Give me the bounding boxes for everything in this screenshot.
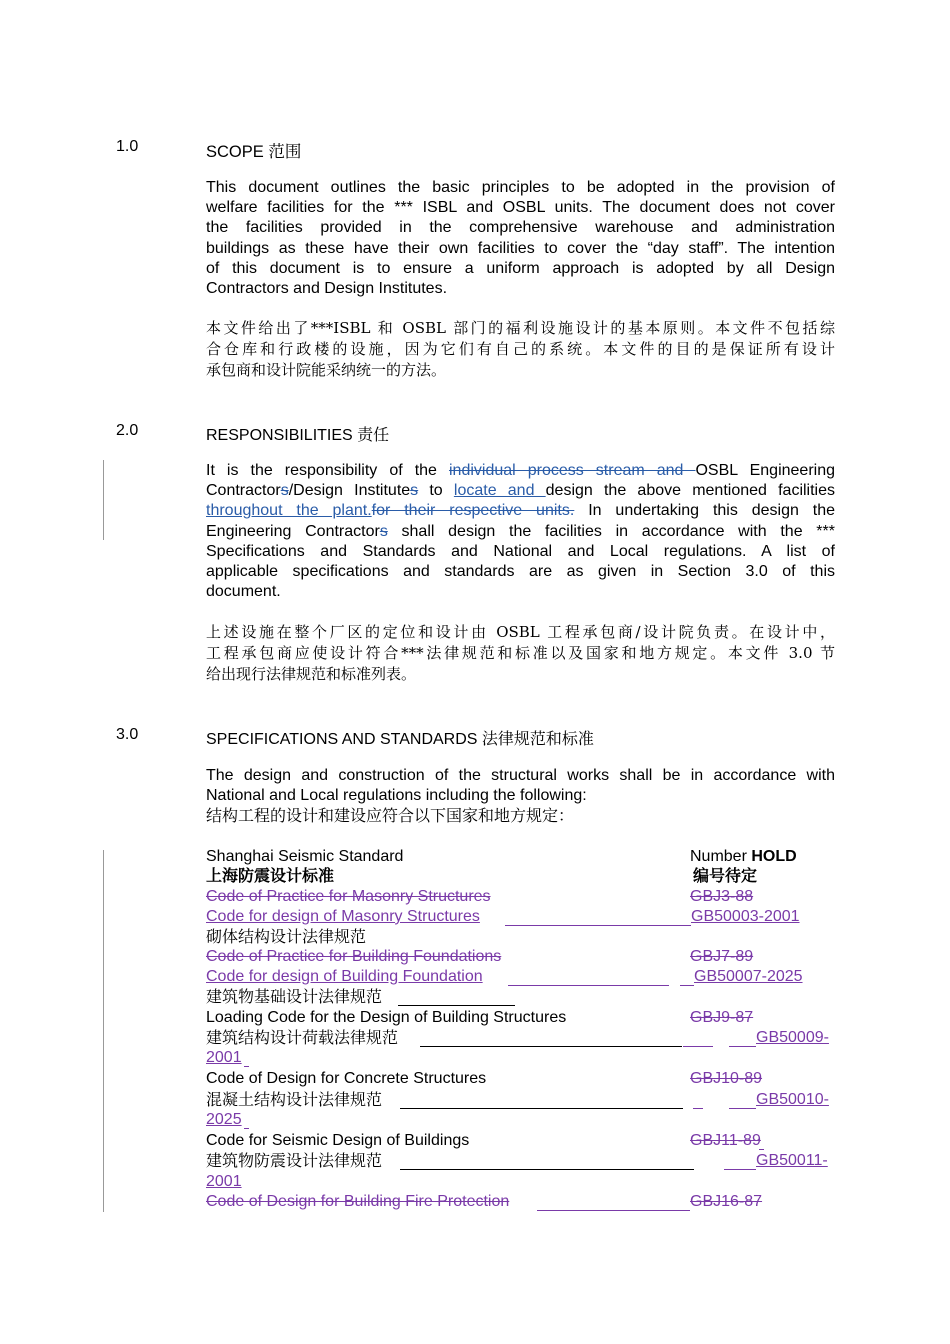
list-header-right — [690, 847, 797, 867]
text-line: buildings as these have their own facilities to cover the “day staff”. The intention — [206, 239, 835, 257]
deleted-text: individual process stream and — [448, 462, 696, 479]
list-item: Code of Design for Building Fire Protection — [206, 1193, 510, 1210]
list-item-number: GBJ16-87 — [690, 1193, 763, 1210]
text-line: This document outlines the basic principles to be adopted in the provision of — [206, 179, 835, 196]
list-item: Code of Design for Concrete Structures — [206, 1070, 487, 1087]
text-line: applicable specifications and standards are as given in Section 3.0 of this — [206, 563, 835, 581]
responsibilities-paragraph-en — [206, 461, 835, 602]
section-number: 3.0 — [116, 726, 139, 743]
list-item: Loading Code for the Design of Building Structures — [206, 1009, 567, 1026]
text-line — [206, 501, 835, 521]
text-line: welfare facilities for the *** ISBL and OSBL units. The document does not cover — [206, 199, 835, 217]
list-item-number: GBJ3-88 — [690, 888, 754, 905]
section-number: 2.0 — [116, 422, 139, 439]
scope-paragraph-en — [206, 178, 835, 299]
text-line: 给出现行法律规范和标准列表。 — [206, 665, 417, 683]
underline — [244, 1066, 249, 1067]
list-item-number: GBJ10-89 — [690, 1070, 763, 1087]
list-header-left: Shanghai Seismic Standard — [206, 848, 404, 865]
deleted-text: s — [379, 522, 388, 540]
text: /Design Institute — [288, 482, 411, 500]
list-item-number: 2001 — [206, 1173, 242, 1190]
section-title: RESPONSIBILITIES 责任 — [206, 427, 390, 444]
section-number: 1.0 — [116, 138, 139, 155]
text-line — [206, 461, 835, 481]
list-item-number: GB50010- — [756, 1091, 829, 1108]
underline — [759, 1149, 764, 1150]
list-item-number: 2025 — [206, 1111, 242, 1128]
list-item-number: GB50003-2001 — [691, 908, 800, 925]
text: Contractor — [206, 482, 281, 500]
text: In undertaking this design the — [574, 502, 836, 520]
text-line: Contractors and Design Institutes. — [206, 280, 448, 298]
underline — [537, 1210, 690, 1211]
scope-paragraph-cn — [206, 318, 835, 381]
inserted-text: locate and — [453, 482, 546, 500]
list-header-left-cn: 上海防震设计标准 — [206, 868, 335, 885]
text-line: Specifications and Standards and National and Local regulations. A list of — [206, 542, 835, 560]
underline — [420, 1046, 682, 1047]
text: shall design the facilities in accordance with the *** — [387, 522, 835, 540]
text-line: 工程承包商应使设计符合***法律规范和标准以及国家和地方规定。本文件 3.0 节 — [206, 644, 835, 662]
text: It is the responsibility of the — [206, 462, 449, 479]
deleted-text: s — [280, 482, 289, 500]
text-line: 本文件给出了***ISBL 和 OSBL 部门的福利设施设计的基本原则。本文件不包括综 — [206, 319, 835, 337]
standards-paragraph-cn: 结构工程的设计和建设应符合以下国家和地方规定： — [206, 806, 575, 825]
underline — [400, 1108, 683, 1109]
text: design the above mentioned facilities — [545, 482, 836, 500]
underline — [729, 1046, 756, 1047]
inserted-text: throughout the plant. — [206, 502, 372, 520]
list-item-cn: 建筑物基础设计法律规范 — [206, 987, 383, 1006]
text-line: 上述设施在整个厂区的定位和设计由 OSBL 工程承包商/设计院负责。在设计中， — [206, 623, 835, 641]
text-line: the facilities provided in the comprehensive warehouse and administration — [206, 219, 835, 237]
text-line: The design and construction of the structural works shall be in accordance with — [206, 767, 835, 784]
change-bar — [103, 460, 104, 540]
list-item-number: 2001 — [206, 1049, 242, 1066]
list-item: Code of Practice for Masonry Structures — [206, 888, 491, 905]
underline — [693, 1108, 703, 1109]
text: Engineering Contractor — [206, 522, 380, 540]
section-title: SCOPE 范围 — [206, 143, 302, 161]
standards-paragraph-en — [206, 766, 835, 806]
text: HOLD — [751, 848, 797, 865]
underline — [505, 925, 691, 926]
underline — [400, 1169, 694, 1170]
list-item-cn: 建筑物防震设计法律规范 — [206, 1151, 383, 1170]
list-item-number: GBJ11-89 — [690, 1132, 761, 1149]
deleted-text: for their respective units. — [371, 502, 575, 520]
list-item: Code of Practice for Building Foundations — [206, 948, 502, 965]
section-title: SPECIFICATIONS AND STANDARDS 法律规范和标准 — [206, 731, 594, 748]
deleted-text: s — [410, 482, 419, 500]
change-bar — [103, 850, 104, 1212]
underline — [724, 1169, 756, 1170]
underline — [398, 1005, 515, 1006]
text: OSBL Engineering — [695, 462, 835, 479]
list-header-right-cn: 编号待定 — [693, 868, 758, 885]
list-item-number: GB50009- — [756, 1029, 829, 1046]
text-line — [206, 481, 835, 501]
list-item-cn: 混凝土结构设计法律规范 — [206, 1090, 383, 1109]
underline — [680, 985, 694, 986]
underline — [729, 1108, 756, 1109]
list-item: Code for design of Building Foundation — [206, 968, 483, 985]
list-item: Code for Seismic Design of Buildings — [206, 1132, 470, 1149]
text-line: 合仓库和行政楼的设施，因为它们有自己的系统。本文件的目的是保证所有设计 — [206, 340, 835, 358]
list-item-number: GBJ7-89 — [690, 948, 754, 965]
underline — [508, 985, 669, 986]
text-line: 承包商和设计院能采纳统一的方法。 — [206, 361, 447, 379]
text: Number — [690, 848, 752, 865]
text-line: document. — [206, 583, 281, 601]
list-item-number: GB50007-2025 — [694, 968, 803, 985]
text-line — [206, 522, 835, 542]
text-line: of this document is to ensure a uniform approach is adopted by all Design — [206, 259, 835, 277]
text: to — [418, 482, 454, 500]
text-line: National and Local regulations including the following: — [206, 787, 587, 805]
list-item-number: GB50011- — [756, 1152, 828, 1169]
list-item: Code for design of Masonry Structures — [206, 908, 480, 925]
responsibilities-paragraph-cn — [206, 622, 835, 685]
list-item-cn: 建筑结构设计荷载法律规范 — [206, 1028, 399, 1047]
list-item-number: GBJ9-87 — [690, 1009, 754, 1026]
underline — [683, 1046, 713, 1047]
list-item-cn: 砌体结构设计法律规范 — [206, 927, 367, 946]
underline — [244, 1128, 249, 1129]
